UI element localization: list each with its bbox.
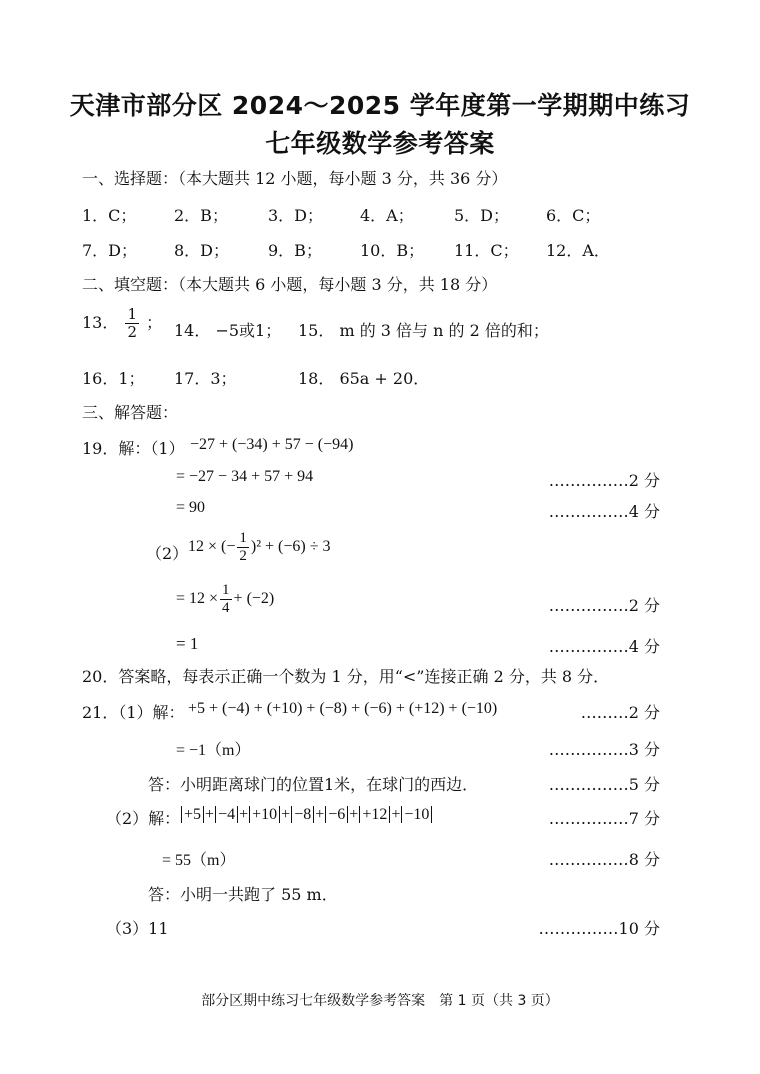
fraction-denominator: 2 bbox=[239, 548, 247, 564]
q19-part2-post: )² + (−6) ÷ 3 bbox=[250, 538, 331, 556]
fraction-numerator: 1 bbox=[239, 530, 247, 546]
fraction-denominator: 4 bbox=[222, 600, 230, 616]
q19-part2-expression bbox=[188, 530, 330, 565]
q21-expression: +5 + (−4) + (+10) + (−8) + (−6) + (+12) + (−10) bbox=[188, 700, 498, 717]
fraction bbox=[237, 530, 249, 565]
page-title: 天津市部分区 2024～2025 学年度第一学期期中练习 bbox=[69, 91, 691, 120]
mc-answer: 2．B； bbox=[174, 206, 228, 225]
q20-answer: 20．答案略，每表示正确一个数为 1 分，用“<”连接正确 2 分，共 8 分． bbox=[82, 667, 610, 686]
absolute-value-term: +10 bbox=[249, 806, 280, 823]
plus-sign: + bbox=[205, 806, 215, 823]
fraction bbox=[220, 582, 232, 617]
q21-step1-points: ……………3 分 bbox=[548, 740, 660, 759]
q21-part3: （3）11 bbox=[106, 919, 169, 938]
q19-part2-step2-points: ……………4 分 bbox=[548, 637, 660, 656]
q19-part2-step2: = 1 bbox=[176, 634, 199, 653]
mc-answer: 7．D； bbox=[82, 241, 138, 260]
q21-part2-step1: = 55（m） bbox=[162, 852, 236, 869]
fraction-numerator: 1 bbox=[127, 305, 138, 323]
mc-answer: 3．D； bbox=[268, 206, 324, 225]
q19-step1-points: ……………2 分 bbox=[548, 471, 660, 490]
answer-13-tail: ； bbox=[146, 313, 163, 332]
fraction-numerator: 1 bbox=[222, 582, 230, 598]
mc-answer: 6．C； bbox=[546, 206, 601, 225]
absolute-value-term: −8 bbox=[291, 806, 314, 823]
mc-answer: 8．D； bbox=[174, 241, 230, 260]
q19-expression: −27 + (−34) + 57 − (−94) bbox=[190, 436, 354, 453]
q21-label: 21．（1）解： bbox=[82, 703, 185, 722]
absolute-value-term: −4 bbox=[215, 806, 238, 823]
q21-step1: = −1（m） bbox=[176, 742, 251, 759]
mc-answer: 11．C； bbox=[454, 241, 519, 260]
section3-heading: 三、解答题： bbox=[82, 403, 179, 422]
q19-label: 19．解：（1） bbox=[82, 439, 185, 458]
plus-sign: + bbox=[239, 806, 249, 823]
plus-sign: + bbox=[391, 806, 401, 823]
mc-answer: 5．D； bbox=[454, 206, 510, 225]
answer-16: 16．1； bbox=[82, 369, 145, 388]
section1-heading: 一、选择题：（本大题共 12 小题，每小题 3 分，共 36 分） bbox=[82, 169, 508, 188]
mc-answer: 9．B； bbox=[268, 241, 322, 260]
page-subtitle: 七年级数学参考答案 bbox=[265, 129, 495, 158]
q19-part2-pre: 12 × (− bbox=[188, 538, 236, 556]
answer-14: 14． −5或1； bbox=[174, 321, 282, 340]
section2-heading: 二、填空题：（本大题共 6 小题，每小题 3 分，共 18 分） bbox=[82, 275, 498, 294]
q21-answer2: 答：小明一共跑了 55 m． bbox=[148, 885, 338, 904]
q21-part2-label: （2）解： bbox=[106, 809, 181, 828]
q21-answer1-points: ……………5 分 bbox=[548, 775, 660, 794]
mc-answer: 12．A． bbox=[546, 241, 610, 260]
mc-answer: 1．C； bbox=[82, 206, 137, 225]
plus-sign: + bbox=[281, 806, 291, 823]
q19-step1: = −27 − 34 + 57 + 94 bbox=[176, 468, 314, 485]
answer-13 bbox=[82, 306, 162, 341]
absolute-value-term: +12 bbox=[359, 806, 390, 823]
mc-answer: 4．A； bbox=[360, 206, 414, 225]
q21-part2-step1-points: ……………8 分 bbox=[548, 850, 660, 869]
q21-expression-points: ………2 分 bbox=[580, 703, 660, 722]
q21-part2-points: ……………7 分 bbox=[548, 809, 660, 828]
mc-answer: 10．B； bbox=[360, 241, 425, 260]
plus-sign: + bbox=[349, 806, 359, 823]
answer-17: 17．3； bbox=[174, 369, 237, 388]
q19-step2-points: ……………4 分 bbox=[548, 502, 660, 521]
fraction-denominator: 2 bbox=[127, 323, 138, 341]
fraction bbox=[125, 306, 139, 341]
answer-18: 18． 65a + 20． bbox=[298, 369, 430, 388]
q21-absolute-sum bbox=[180, 806, 433, 824]
absolute-value-term: −6 bbox=[325, 806, 348, 823]
plus-sign: + bbox=[315, 806, 325, 823]
page-footer: 部分区期中练习七年级数学参考答案 第 1 页（共 3 页） bbox=[201, 993, 559, 1009]
q19-part2-step1-points: ……………2 分 bbox=[548, 596, 660, 615]
q19-part2-label: （2） bbox=[146, 544, 189, 563]
absolute-value-term: +5 bbox=[181, 806, 204, 823]
absolute-value-term: −10 bbox=[401, 806, 432, 823]
q19-step2: = 90 bbox=[176, 499, 206, 516]
q19-part2-step1 bbox=[176, 582, 274, 617]
q21-part3-points: ……………10 分 bbox=[538, 919, 660, 938]
answer-15: 15． m 的 3 倍与 n 的 2 倍的和； bbox=[298, 321, 549, 340]
answer-13-label: 13． bbox=[82, 313, 119, 332]
q21-answer1: 答：小明距离球门的位置1米，在球门的西边． bbox=[148, 775, 479, 794]
q19-part2-step1-pre: = 12 × bbox=[176, 590, 219, 608]
q19-part2-step1-post: + (−2) bbox=[233, 590, 275, 608]
